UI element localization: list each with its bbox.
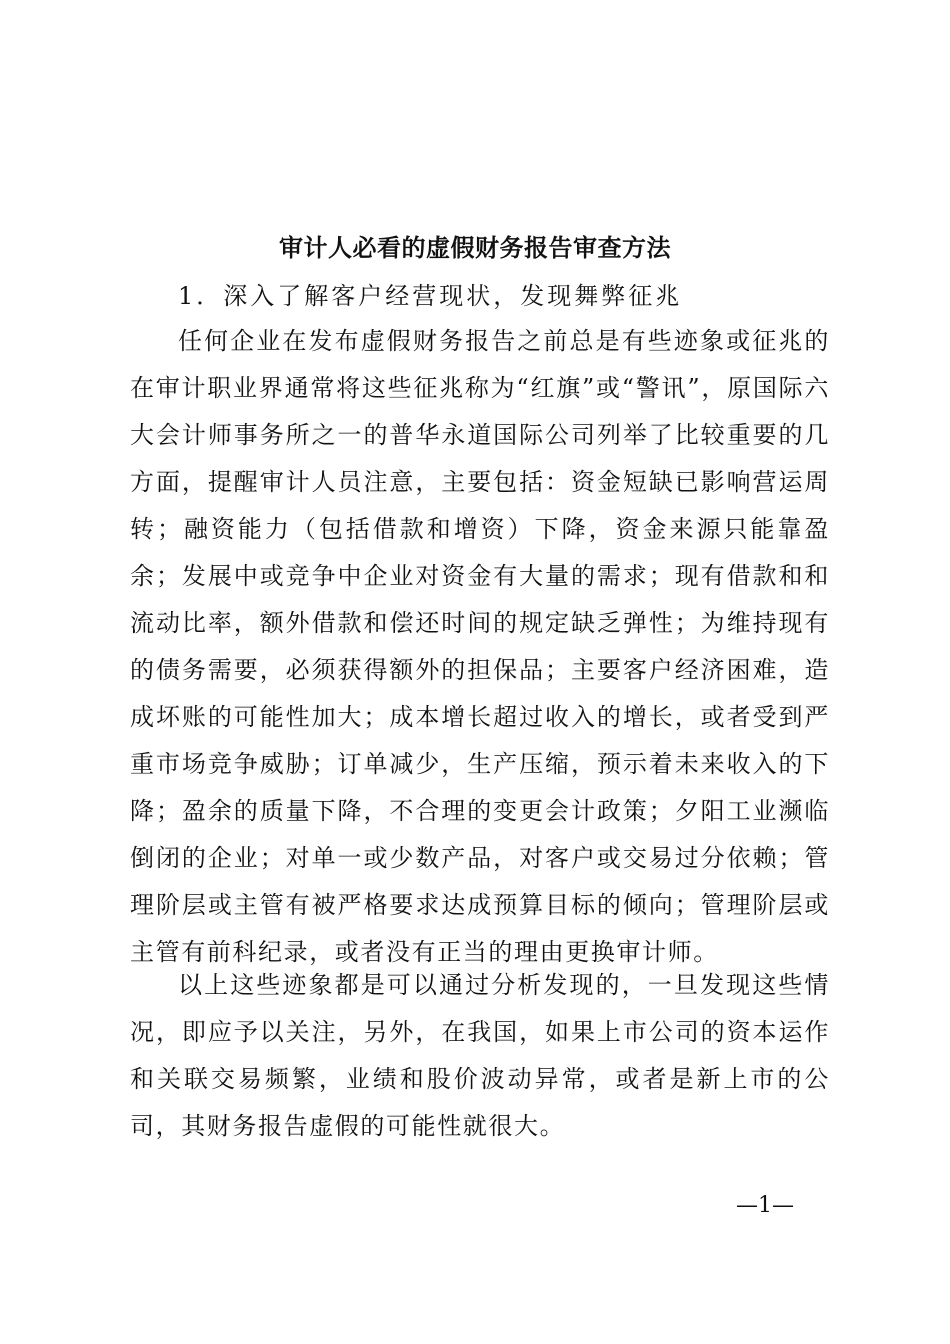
paragraph-2: 以上这些迹象都是可以通过分析发现的，一旦发现这些情况，即应予以关注，另外，在我国，如果上市公司的资本运作和关联交易频繁，业绩和股价波动异常，或者是新上市的公司，其财务报告虚假的可能性就很大。	[130, 971, 830, 1140]
document-title: 审计人必看的虚假财务报告审查方法	[279, 233, 671, 262]
section-heading: 1．深入了解客户经营现状，发现舞弊征兆	[178, 282, 683, 310]
page-number: —1—	[736, 1193, 794, 1218]
paragraph-1: 任何企业在发布虚假财务报告之前总是有些迹象或征兆的在审计职业界通常将这些征兆称为“红旗”或“警讯”，原国际六大会计师事务所之一的普华永道国际公司列举了比较重要的几方面，提醒审计人员注意，主要包括：资金短缺已影响营运周转；融资能力（包括借款和增资）下降，资金来源只能靠盈余；发展中或竞争中企业对资金有大量的需求；现有借款和和流动比率，额外借款和偿还时间的规定缺乏弹性；为维持现有的债务需要，必须获得额外的担保品；主要客户经济困难，造成坏账的可能性加大；成本增长超过收入的增长，或者受到严重市场竞争威胁；订单减少，生产压缩，预示着未来收入的下降；盈余的质量下降，不合理的变更会计政策；夕阳工业濒临倒闭的企业；对单一或少数产品，对客户或交易过分依赖；管理阶层或主管有被严格要求达成预算目标的倾向；管理阶层或主管有前科纪录，或者没有正当的理由更换审计师。	[130, 327, 830, 966]
